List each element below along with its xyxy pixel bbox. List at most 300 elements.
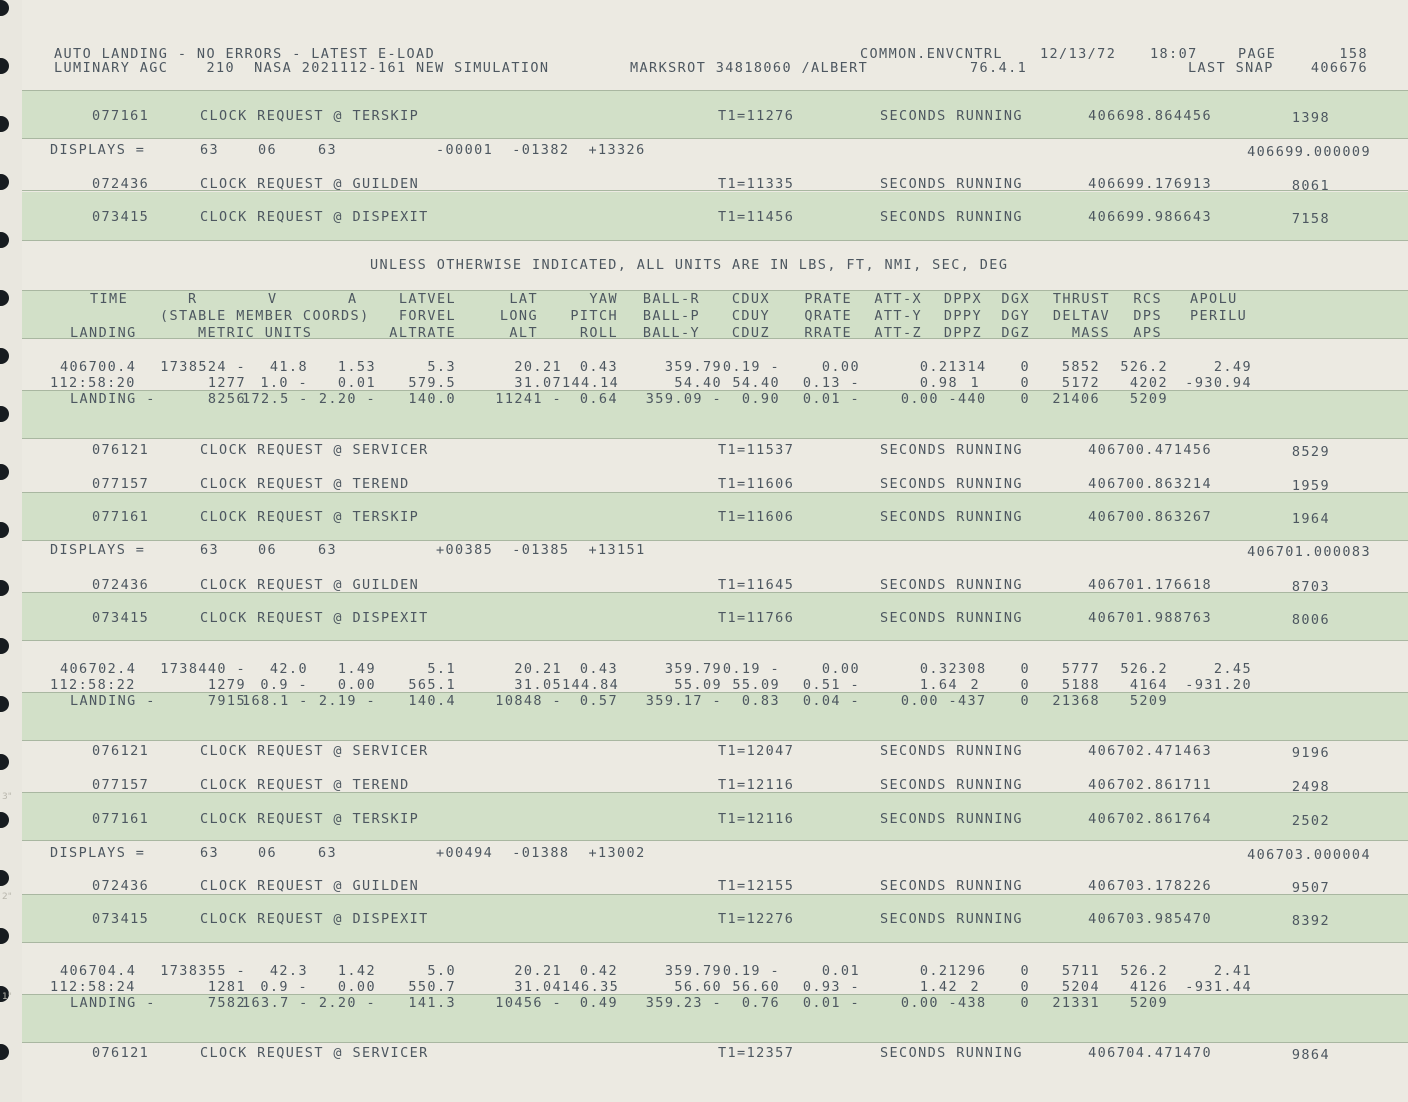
event-request: CLOCK REQUEST @ TERSKIP	[200, 811, 420, 827]
col-rrate: RRATE	[804, 325, 852, 341]
col-atty: ATT-Y	[874, 308, 922, 324]
block-cdu-value: 0.19 -	[722, 661, 780, 677]
block-lat-value: 20.21	[514, 661, 562, 677]
event-t1: T1=11766	[718, 610, 795, 626]
event-seconds: 406702.471463	[1088, 743, 1212, 759]
block-cdu-value: 0.76	[741, 995, 780, 1011]
block-dg-value: 0	[1020, 677, 1030, 693]
block-rate-value: 0.01	[821, 963, 860, 979]
block-ball-value: 359.23 -	[645, 995, 722, 1011]
event-t1: T1=11276	[718, 108, 795, 124]
block-yaw-value: 0.43	[579, 359, 618, 375]
block-r-value: 1738355 -	[160, 963, 246, 979]
block-v-value: 0.9 -	[260, 677, 308, 693]
event-seconds: 406701.176618	[1088, 577, 1212, 593]
event-seconds: 406700.471456	[1088, 442, 1212, 458]
block-lv-value: 550.7	[408, 979, 456, 995]
event-count: 1398	[1291, 110, 1330, 126]
block-v-value: 0.9 -	[260, 979, 308, 995]
event-count: 8392	[1291, 913, 1330, 929]
event-request: CLOCK REQUEST @ DISPEXIT	[200, 610, 429, 626]
event-t1: T1=11606	[718, 476, 795, 492]
event-count: 9507	[1291, 880, 1330, 896]
feed-hole	[0, 58, 9, 74]
event-t1: T1=12116	[718, 811, 795, 827]
block-yaw-value: 0.43	[579, 661, 618, 677]
block-ball-value: 359.17 -	[645, 693, 722, 709]
event-count: 8529	[1291, 444, 1330, 460]
feed-hole	[0, 812, 9, 828]
block-dg-value: 0	[1020, 995, 1030, 1011]
block-rcs-value: 526.2	[1120, 359, 1168, 375]
block-apolu: 2.41	[1213, 963, 1252, 979]
block-dg-value: 0	[1020, 375, 1030, 391]
event-seconds: 406699.986643	[1088, 209, 1212, 225]
block-cdu-value: 0.83	[741, 693, 780, 709]
event-count: 8061	[1291, 178, 1330, 194]
block-dg-value: 0	[1020, 391, 1030, 407]
event-id: 073415	[92, 610, 150, 626]
event-seconds-label: SECONDS RUNNING	[880, 911, 1023, 927]
header-date: 12/13/72	[1040, 46, 1117, 62]
block-apolu: 2.45	[1213, 661, 1252, 677]
feed-hole	[0, 754, 9, 770]
block-yaw-value: 0.64	[579, 391, 618, 407]
event-seconds: 406700.863214	[1088, 476, 1212, 492]
display-values: +00385 -01385 +13151	[436, 542, 646, 558]
block-rcs-value: 5209	[1129, 391, 1168, 407]
feed-hole	[0, 522, 9, 538]
block-thr-value: 21331	[1052, 995, 1100, 1011]
rule-line	[22, 942, 1408, 943]
block-yaw-value: 144.84	[562, 677, 620, 693]
col-bally: BALL-Y	[642, 325, 700, 341]
event-count: 8703	[1291, 579, 1330, 595]
block-cdu-value: 0.19 -	[722, 359, 780, 375]
block-lv-value: 140.0	[408, 391, 456, 407]
block-v-value: 172.5 -	[242, 391, 309, 407]
display-timestamp: 406703.000004	[1247, 847, 1371, 863]
col-roll: ROLL	[579, 325, 618, 341]
event-request: CLOCK REQUEST @ DISPEXIT	[200, 911, 429, 927]
event-request: CLOCK REQUEST @ DISPEXIT	[200, 209, 429, 225]
block-dpp-value: 437	[958, 693, 987, 709]
block-dg-value: 0	[1020, 661, 1030, 677]
header-time: 18:07	[1150, 46, 1198, 62]
block-cdu-value: 54.40	[732, 375, 780, 391]
event-seconds: 406703.985470	[1088, 911, 1212, 927]
block-yaw-value: 0.49	[579, 995, 618, 1011]
block-att-value: 0.00 -	[900, 391, 958, 407]
block-time: 406704.4	[60, 963, 137, 979]
block-a-value: 2.20 -	[318, 995, 376, 1011]
block-ball-value: 359.09 -	[645, 391, 722, 407]
block-r-value: 1277	[207, 375, 246, 391]
event-seconds-label: SECONDS RUNNING	[880, 476, 1023, 492]
col-deltav: DELTAV	[1052, 308, 1110, 324]
rule-line	[22, 492, 1408, 493]
block-a-value: 1.49	[337, 661, 376, 677]
block-thr-value: 21406	[1052, 391, 1100, 407]
display-values: +00494 -01388 +13002	[436, 845, 646, 861]
block-thr-value: 5777	[1061, 661, 1100, 677]
event-t1: T1=11645	[718, 577, 795, 593]
event-id: 072436	[92, 176, 150, 192]
header-snap: 406676	[1310, 60, 1368, 76]
block-lat-value: 20.21	[514, 359, 562, 375]
feed-hole	[0, 406, 9, 422]
col-qrate: QRATE	[804, 308, 852, 324]
event-seconds: 406702.861711	[1088, 777, 1212, 793]
block-thr-value: 5204	[1061, 979, 1100, 995]
block-lv-value: 565.1	[408, 677, 456, 693]
rule-line	[22, 894, 1408, 895]
block-rcs-value: 526.2	[1120, 661, 1168, 677]
block-yaw-value: 146.35	[562, 979, 620, 995]
block-landing: LANDING -	[70, 391, 156, 407]
col-dppx: DPPX	[943, 291, 982, 307]
display-values: -00001 -01382 +13326	[436, 142, 646, 158]
event-seconds-label: SECONDS RUNNING	[880, 509, 1023, 525]
block-lv-value: 5.1	[427, 661, 456, 677]
block-met: 112:58:22	[50, 677, 136, 693]
block-att-value: 0.21	[919, 963, 958, 979]
event-seconds-label: SECONDS RUNNING	[880, 176, 1023, 192]
block-dpp-value: 314	[958, 359, 987, 375]
block-lat-value: 10848 -	[495, 693, 562, 709]
feed-hole	[0, 580, 9, 596]
header-page: 158	[1339, 46, 1368, 62]
feed-hole	[0, 870, 9, 886]
col-dppy: DPPY	[943, 308, 982, 324]
event-count: 7158	[1291, 211, 1330, 227]
block-a-value: 2.20 -	[318, 391, 376, 407]
feed-hole	[0, 928, 9, 944]
block-rcs-value: 4126	[1129, 979, 1168, 995]
feed-hole	[0, 348, 9, 364]
col-metric: METRIC UNITS	[198, 325, 313, 341]
block-lat-value: 31.07	[514, 375, 562, 391]
block-rate-value: 0.01 -	[802, 391, 860, 407]
block-met: 112:58:20	[50, 375, 136, 391]
block-perilu: -930.94	[1185, 375, 1252, 391]
event-seconds-label: SECONDS RUNNING	[880, 209, 1023, 225]
col-dppz: DPPZ	[943, 325, 982, 341]
event-id: 072436	[92, 577, 150, 593]
block-att-value: 0.00 -	[900, 693, 958, 709]
col-prate: PRATE	[804, 291, 852, 307]
event-t1: T1=12357	[718, 1045, 795, 1061]
block-lv-value: 5.3	[427, 359, 456, 375]
header-common: COMMON.ENVCNTRL	[860, 46, 1003, 62]
feed-hole	[0, 638, 9, 654]
display-code: 63	[200, 542, 220, 558]
block-r-value: 8256	[207, 391, 246, 407]
block-lat-value: 31.05	[514, 677, 562, 693]
event-request: CLOCK REQUEST @ TERSKIP	[200, 108, 420, 124]
header-snap-label: LAST SNAP	[1188, 60, 1274, 76]
block-apolu: 2.49	[1213, 359, 1252, 375]
block-lat-value: 11241 -	[495, 391, 562, 407]
block-dg-value: 0	[1020, 963, 1030, 979]
event-request: CLOCK REQUEST @ SERVICER	[200, 1045, 429, 1061]
col-time: TIME	[90, 291, 129, 307]
event-id: 073415	[92, 911, 150, 927]
block-landing: LANDING -	[70, 995, 156, 1011]
event-seconds-label: SECONDS RUNNING	[880, 108, 1023, 124]
block-perilu: -931.20	[1185, 677, 1252, 693]
display-code: 06	[258, 542, 278, 558]
block-lat-value: 31.04	[514, 979, 562, 995]
block-dg-value: 0	[1020, 359, 1030, 375]
col-perilu: PERILU	[1190, 308, 1248, 324]
block-time: 406700.4	[60, 359, 137, 375]
block-cdu-value: 0.19 -	[722, 963, 780, 979]
block-a-value: 0.00	[337, 677, 376, 693]
display-timestamp: 406701.000083	[1247, 544, 1371, 560]
event-count: 9196	[1291, 745, 1330, 761]
display-code: 06	[258, 142, 278, 158]
event-request: CLOCK REQUEST @ SERVICER	[200, 442, 429, 458]
edge-mark: 2"	[2, 892, 12, 902]
block-att-value: 1.42	[919, 979, 958, 995]
block-v-value: 168.1 -	[242, 693, 309, 709]
block-lv-value: 5.0	[427, 963, 456, 979]
rule-line	[22, 240, 1408, 241]
block-landing: LANDING -	[70, 693, 156, 709]
col-latvel: LATVEL	[398, 291, 456, 307]
block-v-value: 42.0	[269, 661, 308, 677]
block-thr-value: 5172	[1061, 375, 1100, 391]
block-rate-value: 0.51 -	[802, 677, 860, 693]
block-r-value: 1281	[207, 979, 246, 995]
feed-hole	[0, 290, 9, 306]
event-seconds: 406698.864456	[1088, 108, 1212, 124]
event-seconds: 406701.988763	[1088, 610, 1212, 626]
display-code: 63	[318, 142, 338, 158]
event-seconds: 406699.176913	[1088, 176, 1212, 192]
block-cdu-value: 55.09	[732, 677, 780, 693]
col-thrust: THRUST	[1052, 291, 1110, 307]
rule-line	[22, 90, 1408, 91]
block-dpp-value: 1	[970, 375, 980, 391]
header-rev: 76.4.1	[970, 60, 1028, 76]
block-ball-value: 54.40	[674, 375, 722, 391]
rule-line	[22, 1042, 1408, 1043]
col-dps: DPS	[1133, 308, 1162, 324]
display-label: DISPLAYS =	[50, 542, 146, 558]
col-dgx: DGX	[1001, 291, 1030, 307]
event-t1: T1=12155	[718, 878, 795, 894]
feed-hole	[0, 174, 9, 190]
col-pitch: PITCH	[570, 308, 618, 324]
col-altrate: ALTRATE	[389, 325, 456, 341]
display-code: 63	[200, 142, 220, 158]
block-ball-value: 359.79	[664, 359, 722, 375]
event-t1: T1=11606	[718, 509, 795, 525]
rule-line	[22, 438, 1408, 439]
rule-line	[22, 840, 1408, 841]
event-count: 2498	[1291, 779, 1330, 795]
col-alt: ALT	[509, 325, 538, 341]
event-t1: T1=12047	[718, 743, 795, 759]
header-subtitle: LUMINARY AGC 210 NASA 2021112-161 NEW SIMULATION	[54, 60, 550, 76]
col-v: V	[268, 291, 278, 307]
col-aps: APS	[1133, 325, 1162, 341]
block-cdu-value: 56.60	[732, 979, 780, 995]
event-id: 076121	[92, 1045, 150, 1061]
event-id: 077157	[92, 476, 150, 492]
block-v-value: 163.7 -	[242, 995, 309, 1011]
event-id: 073415	[92, 209, 150, 225]
col-forvel: FORVEL	[398, 308, 456, 324]
block-rcs-value: 526.2	[1120, 963, 1168, 979]
block-a-value: 1.42	[337, 963, 376, 979]
event-seconds-label: SECONDS RUNNING	[880, 577, 1023, 593]
rule-line	[22, 540, 1408, 541]
event-id: 072436	[92, 878, 150, 894]
block-r-value: 1738524 -	[160, 359, 246, 375]
block-ball-value: 55.09	[674, 677, 722, 693]
event-count: 1964	[1291, 511, 1330, 527]
event-seconds-label: SECONDS RUNNING	[880, 610, 1023, 626]
event-seconds: 406704.471470	[1088, 1045, 1212, 1061]
block-yaw-value: 0.42	[579, 963, 618, 979]
event-request: CLOCK REQUEST @ GUILDEN	[200, 176, 420, 192]
event-seconds: 406702.861764	[1088, 811, 1212, 827]
event-seconds-label: SECONDS RUNNING	[880, 811, 1023, 827]
event-request: CLOCK REQUEST @ GUILDEN	[200, 878, 420, 894]
block-rcs-value: 5209	[1129, 995, 1168, 1011]
block-att-value: 1.64	[919, 677, 958, 693]
header-page-label: PAGE	[1238, 46, 1277, 62]
col-cdux: CDUX	[731, 291, 770, 307]
event-request: CLOCK REQUEST @ SERVICER	[200, 743, 429, 759]
block-lv-value: 579.5	[408, 375, 456, 391]
col-stable: (STABLE MEMBER COORDS)	[160, 308, 370, 324]
event-seconds: 406703.178226	[1088, 878, 1212, 894]
col-cduy: CDUY	[731, 308, 770, 324]
block-dpp-value: 438	[958, 995, 987, 1011]
display-code: 63	[318, 845, 338, 861]
block-a-value: 0.00	[337, 979, 376, 995]
rule-line	[22, 740, 1408, 741]
block-met: 112:58:24	[50, 979, 136, 995]
event-t1: T1=12116	[718, 777, 795, 793]
block-thr-value: 21368	[1052, 693, 1100, 709]
block-cdu-value: 0.90	[741, 391, 780, 407]
block-v-value: 42.3	[269, 963, 308, 979]
block-r-value: 1738440 -	[160, 661, 246, 677]
event-seconds-label: SECONDS RUNNING	[880, 777, 1023, 793]
col-a: A	[348, 291, 358, 307]
block-rcs-value: 4202	[1129, 375, 1168, 391]
event-request: CLOCK REQUEST @ TEREND	[200, 476, 410, 492]
block-dpp-value: 440	[958, 391, 987, 407]
event-t1: T1=12276	[718, 911, 795, 927]
feed-hole	[0, 232, 9, 248]
block-dpp-value: 2	[970, 677, 980, 693]
feed-hole	[0, 1044, 9, 1060]
event-seconds: 406700.863267	[1088, 509, 1212, 525]
block-ball-value: 56.60	[674, 979, 722, 995]
block-rate-value: 0.13 -	[802, 375, 860, 391]
block-lat-value: 10456 -	[495, 995, 562, 1011]
block-thr-value: 5711	[1061, 963, 1100, 979]
block-r-value: 7582	[207, 995, 246, 1011]
event-count: 9864	[1291, 1047, 1330, 1063]
event-count: 8006	[1291, 612, 1330, 628]
event-request: CLOCK REQUEST @ GUILDEN	[200, 577, 420, 593]
col-lat: LAT	[509, 291, 538, 307]
edge-mark: 1"	[2, 992, 12, 1002]
display-timestamp: 406699.000009	[1247, 144, 1371, 160]
rule-line	[22, 138, 1408, 139]
header-marks: MARKSROT 34818060 /ALBERT	[630, 60, 869, 76]
col-attx: ATT-X	[874, 291, 922, 307]
edge-mark: 3"	[2, 792, 12, 802]
event-id: 077161	[92, 811, 150, 827]
display-code: 63	[318, 542, 338, 558]
display-label: DISPLAYS =	[50, 845, 146, 861]
event-t1: T1=11335	[718, 176, 795, 192]
col-cduz: CDUZ	[731, 325, 770, 341]
header-title: AUTO LANDING - NO ERRORS - LATEST E-LOAD	[54, 46, 436, 62]
block-att-value: 0.21	[919, 359, 958, 375]
col-rcs: RCS	[1133, 291, 1162, 307]
event-count: 2502	[1291, 813, 1330, 829]
block-dpp-value: 308	[958, 661, 987, 677]
display-code: 63	[200, 845, 220, 861]
col-long: LONG	[499, 308, 538, 324]
block-time: 406702.4	[60, 661, 137, 677]
event-seconds-label: SECONDS RUNNING	[880, 878, 1023, 894]
block-v-value: 41.8	[269, 359, 308, 375]
col-dgz: DGZ	[1001, 325, 1030, 341]
display-code: 06	[258, 845, 278, 861]
block-lv-value: 141.3	[408, 995, 456, 1011]
block-a-value: 0.01	[337, 375, 376, 391]
block-rate-value: 0.00	[821, 661, 860, 677]
event-id: 077157	[92, 777, 150, 793]
col-dgy: DGY	[1001, 308, 1030, 324]
feed-hole	[0, 116, 9, 132]
event-request: CLOCK REQUEST @ TEREND	[200, 777, 410, 793]
col-apolu: APOLU	[1190, 291, 1238, 307]
col-ballr: BALL-R	[642, 291, 700, 307]
block-dpp-value: 2	[970, 979, 980, 995]
units-note: UNLESS OTHERWISE INDICATED, ALL UNITS ARE IN LBS, FT, NMI, SEC, DEG	[370, 257, 1009, 273]
col-r: R	[188, 291, 198, 307]
event-t1: T1=11537	[718, 442, 795, 458]
col-ballp: BALL-P	[642, 308, 700, 324]
block-att-value: 0.00 -	[900, 995, 958, 1011]
event-seconds-label: SECONDS RUNNING	[880, 743, 1023, 759]
event-id: 077161	[92, 108, 150, 124]
block-yaw-value: 0.57	[579, 693, 618, 709]
col-yaw: YAW	[589, 291, 618, 307]
block-dg-value: 0	[1020, 979, 1030, 995]
event-id: 076121	[92, 442, 150, 458]
block-a-value: 1.53	[337, 359, 376, 375]
event-seconds-label: SECONDS RUNNING	[880, 442, 1023, 458]
block-rcs-value: 5209	[1129, 693, 1168, 709]
block-rate-value: 0.93 -	[802, 979, 860, 995]
block-yaw-value: 144.14	[562, 375, 620, 391]
block-ball-value: 359.79	[664, 661, 722, 677]
event-seconds-label: SECONDS RUNNING	[880, 1045, 1023, 1061]
block-lat-value: 20.21	[514, 963, 562, 979]
